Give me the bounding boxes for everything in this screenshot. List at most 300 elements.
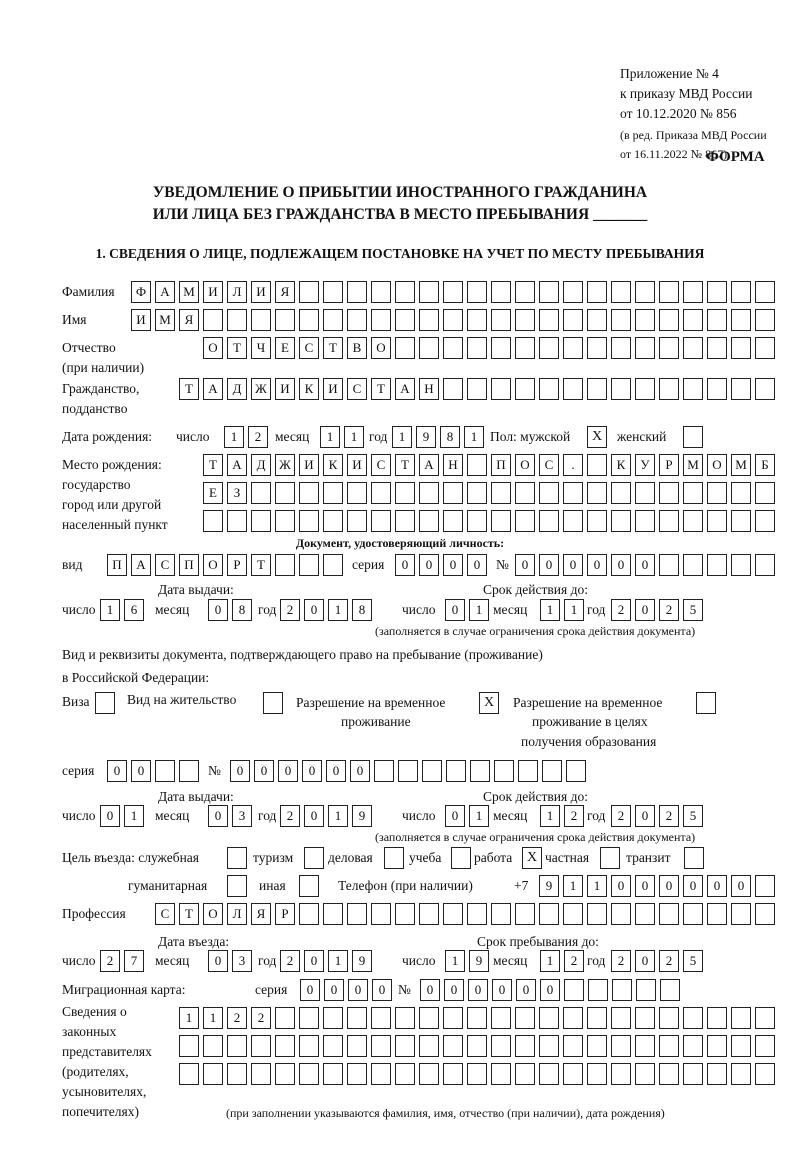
char-cell[interactable] [371,510,391,532]
char-cell[interactable] [515,337,535,359]
char-cell[interactable] [419,337,439,359]
char-cell[interactable] [299,482,319,504]
char-cell[interactable] [395,482,415,504]
char-cell[interactable] [755,510,775,532]
char-cell[interactable] [443,1007,463,1029]
char-cell[interactable] [755,1035,775,1057]
char-cell[interactable]: 0 [467,554,487,576]
char-cell[interactable] [587,1063,607,1085]
char-cell[interactable] [635,482,655,504]
char-cell[interactable] [443,337,463,359]
char-cell[interactable] [707,378,727,400]
char-cell[interactable]: П [179,554,199,576]
char-cell[interactable]: С [539,454,559,476]
char-cell[interactable] [395,1007,415,1029]
char-cell[interactable] [587,309,607,331]
char-cell[interactable] [323,281,343,303]
char-cell[interactable]: П [491,454,511,476]
char-cell[interactable] [275,510,295,532]
char-cell[interactable] [731,378,751,400]
char-cell[interactable] [371,1007,391,1029]
char-cell[interactable]: Т [395,454,415,476]
char-cell[interactable] [635,510,655,532]
char-cell[interactable]: 0 [683,875,703,897]
char-cell[interactable]: 2 [100,950,120,972]
char-cell[interactable] [227,309,247,331]
char-cell[interactable] [611,1063,631,1085]
char-cell[interactable] [587,482,607,504]
char-cell[interactable]: 0 [635,950,655,972]
char-cell[interactable] [659,1035,679,1057]
purpose-study-checkbox[interactable] [451,847,471,869]
purpose-tourism-checkbox[interactable] [304,847,324,869]
char-cell[interactable]: 8 [232,599,252,621]
char-cell[interactable]: 0 [492,979,512,1001]
char-cell[interactable] [563,510,583,532]
char-cell[interactable]: Т [323,337,343,359]
char-cell[interactable]: С [371,454,391,476]
char-cell[interactable]: И [299,454,319,476]
char-cell[interactable]: П [107,554,127,576]
char-cell[interactable] [683,554,703,576]
char-cell[interactable]: 9 [416,426,436,448]
char-cell[interactable] [251,482,271,504]
char-cell[interactable]: 0 [395,554,415,576]
char-cell[interactable] [419,510,439,532]
char-cell[interactable] [635,1035,655,1057]
char-cell[interactable] [422,760,442,782]
char-cell[interactable]: 0 [635,805,655,827]
purpose-transit-checkbox[interactable] [684,847,704,869]
char-cell[interactable] [203,1035,223,1057]
char-cell[interactable] [659,1007,679,1029]
char-cell[interactable]: К [611,454,631,476]
char-cell[interactable] [419,309,439,331]
char-cell[interactable] [467,1063,487,1085]
char-cell[interactable] [659,309,679,331]
char-cell[interactable] [299,554,319,576]
char-cell[interactable] [731,510,751,532]
char-cell[interactable] [419,1063,439,1085]
char-cell[interactable]: 0 [659,875,679,897]
char-cell[interactable] [683,309,703,331]
char-cell[interactable]: С [155,554,175,576]
char-cell[interactable] [275,1035,295,1057]
char-cell[interactable]: 0 [420,979,440,1001]
char-cell[interactable] [323,482,343,504]
char-cell[interactable] [515,378,535,400]
char-cell[interactable] [659,337,679,359]
char-cell[interactable] [419,482,439,504]
char-cell[interactable]: К [299,378,319,400]
char-cell[interactable] [755,554,775,576]
char-cell[interactable] [347,281,367,303]
char-cell[interactable] [587,281,607,303]
char-cell[interactable] [467,309,487,331]
char-cell[interactable] [203,1063,223,1085]
char-cell[interactable] [539,309,559,331]
char-cell[interactable]: Б [755,454,775,476]
char-cell[interactable]: 0 [372,979,392,1001]
char-cell[interactable] [731,337,751,359]
char-cell[interactable] [443,1063,463,1085]
char-cell[interactable] [299,903,319,925]
char-cell[interactable]: 0 [208,805,228,827]
char-cell[interactable] [587,454,607,476]
char-cell[interactable]: Ф [131,281,151,303]
char-cell[interactable]: 1 [564,599,584,621]
char-cell[interactable]: 1 [392,426,412,448]
char-cell[interactable] [395,337,415,359]
char-cell[interactable] [323,1063,343,1085]
char-cell[interactable] [731,554,751,576]
char-cell[interactable] [467,281,487,303]
char-cell[interactable]: 0 [302,760,322,782]
char-cell[interactable]: 0 [587,554,607,576]
char-cell[interactable] [564,979,584,1001]
char-cell[interactable]: Ж [275,454,295,476]
char-cell[interactable] [443,510,463,532]
char-cell[interactable] [419,281,439,303]
char-cell[interactable] [566,760,586,782]
char-cell[interactable]: Ч [251,337,271,359]
char-cell[interactable]: 0 [324,979,344,1001]
char-cell[interactable] [491,903,511,925]
char-cell[interactable] [179,1063,199,1085]
char-cell[interactable] [347,903,367,925]
char-cell[interactable]: 0 [707,875,727,897]
char-cell[interactable]: 2 [251,1007,271,1029]
char-cell[interactable] [515,1007,535,1029]
char-cell[interactable]: А [155,281,175,303]
char-cell[interactable]: 0 [131,760,151,782]
char-cell[interactable] [299,510,319,532]
char-cell[interactable]: 1 [464,426,484,448]
char-cell[interactable]: Т [179,378,199,400]
char-cell[interactable]: 0 [539,554,559,576]
char-cell[interactable] [299,281,319,303]
char-cell[interactable]: 0 [540,979,560,1001]
char-cell[interactable] [563,1007,583,1029]
char-cell[interactable] [707,903,727,925]
char-cell[interactable]: 5 [683,599,703,621]
char-cell[interactable] [299,1063,319,1085]
char-cell[interactable]: 0 [445,805,465,827]
char-cell[interactable] [731,1007,751,1029]
purpose-private-checkbox[interactable] [600,847,620,869]
char-cell[interactable]: 9 [539,875,559,897]
char-cell[interactable] [275,309,295,331]
char-cell[interactable]: 6 [124,599,144,621]
char-cell[interactable] [563,482,583,504]
char-cell[interactable]: 0 [208,950,228,972]
char-cell[interactable]: 2 [659,599,679,621]
char-cell[interactable] [659,554,679,576]
char-cell[interactable]: 1 [179,1007,199,1029]
char-cell[interactable] [371,903,391,925]
char-cell[interactable] [731,482,751,504]
char-cell[interactable] [683,1035,703,1057]
char-cell[interactable] [636,979,656,1001]
char-cell[interactable]: Т [179,903,199,925]
char-cell[interactable] [659,510,679,532]
char-cell[interactable] [731,281,751,303]
char-cell[interactable] [635,378,655,400]
char-cell[interactable] [539,510,559,532]
char-cell[interactable]: 1 [540,599,560,621]
char-cell[interactable]: 1 [587,875,607,897]
char-cell[interactable] [635,337,655,359]
char-cell[interactable] [611,482,631,504]
char-cell[interactable] [635,1007,655,1029]
char-cell[interactable] [443,482,463,504]
char-cell[interactable] [539,1035,559,1057]
char-cell[interactable] [491,1007,511,1029]
char-cell[interactable]: О [707,454,727,476]
char-cell[interactable] [755,337,775,359]
char-cell[interactable] [683,337,703,359]
char-cell[interactable]: 1 [469,805,489,827]
char-cell[interactable] [611,1035,631,1057]
char-cell[interactable] [395,903,415,925]
char-cell[interactable]: В [347,337,367,359]
char-cell[interactable] [563,337,583,359]
temporary-residence-checkbox[interactable]: X [479,692,499,714]
char-cell[interactable] [179,1035,199,1057]
char-cell[interactable] [374,760,394,782]
char-cell[interactable] [347,309,367,331]
purpose-official-checkbox[interactable] [227,847,247,869]
char-cell[interactable]: 3 [232,805,252,827]
char-cell[interactable]: С [347,378,367,400]
char-cell[interactable]: Р [659,454,679,476]
char-cell[interactable] [227,1063,247,1085]
char-cell[interactable]: 8 [352,599,372,621]
char-cell[interactable] [323,309,343,331]
char-cell[interactable]: 0 [100,805,120,827]
char-cell[interactable]: Д [251,454,271,476]
char-cell[interactable] [398,760,418,782]
purpose-business-checkbox[interactable] [384,847,404,869]
char-cell[interactable] [659,903,679,925]
char-cell[interactable] [518,760,538,782]
char-cell[interactable] [299,1007,319,1029]
char-cell[interactable]: Л [227,281,247,303]
char-cell[interactable]: Н [419,378,439,400]
char-cell[interactable]: 0 [304,599,324,621]
char-cell[interactable] [203,309,223,331]
char-cell[interactable] [491,337,511,359]
char-cell[interactable] [611,309,631,331]
char-cell[interactable] [467,1007,487,1029]
char-cell[interactable] [347,510,367,532]
char-cell[interactable] [323,1007,343,1029]
char-cell[interactable] [419,1007,439,1029]
char-cell[interactable] [299,1035,319,1057]
char-cell[interactable] [395,1063,415,1085]
char-cell[interactable] [731,1035,751,1057]
char-cell[interactable] [611,903,631,925]
char-cell[interactable]: 0 [731,875,751,897]
char-cell[interactable] [515,1035,535,1057]
char-cell[interactable] [443,281,463,303]
char-cell[interactable] [587,1007,607,1029]
char-cell[interactable] [467,482,487,504]
char-cell[interactable] [611,510,631,532]
char-cell[interactable]: 2 [659,805,679,827]
char-cell[interactable]: 5 [683,950,703,972]
char-cell[interactable] [707,1007,727,1029]
char-cell[interactable] [347,482,367,504]
char-cell[interactable] [563,903,583,925]
char-cell[interactable] [227,510,247,532]
char-cell[interactable]: И [251,281,271,303]
char-cell[interactable]: И [323,378,343,400]
char-cell[interactable]: 0 [350,760,370,782]
char-cell[interactable]: 5 [683,805,703,827]
char-cell[interactable]: И [203,281,223,303]
char-cell[interactable] [515,1063,535,1085]
char-cell[interactable]: 0 [254,760,274,782]
char-cell[interactable]: 1 [328,805,348,827]
char-cell[interactable]: К [323,454,343,476]
char-cell[interactable]: 0 [563,554,583,576]
char-cell[interactable] [227,1035,247,1057]
char-cell[interactable] [347,1035,367,1057]
char-cell[interactable] [587,510,607,532]
char-cell[interactable] [755,482,775,504]
char-cell[interactable]: 2 [611,950,631,972]
char-cell[interactable]: М [179,281,199,303]
char-cell[interactable] [251,1035,271,1057]
char-cell[interactable] [755,378,775,400]
char-cell[interactable]: У [635,454,655,476]
char-cell[interactable] [467,378,487,400]
char-cell[interactable]: 0 [208,599,228,621]
char-cell[interactable] [588,979,608,1001]
char-cell[interactable]: 1 [224,426,244,448]
char-cell[interactable] [587,1035,607,1057]
char-cell[interactable] [467,903,487,925]
char-cell[interactable] [515,281,535,303]
char-cell[interactable] [755,875,775,897]
char-cell[interactable] [491,1063,511,1085]
char-cell[interactable]: А [395,378,415,400]
char-cell[interactable]: 1 [445,950,465,972]
char-cell[interactable]: Р [227,554,247,576]
char-cell[interactable] [155,760,175,782]
char-cell[interactable] [467,454,487,476]
char-cell[interactable] [755,309,775,331]
char-cell[interactable] [443,378,463,400]
char-cell[interactable] [539,903,559,925]
char-cell[interactable] [467,1035,487,1057]
char-cell[interactable] [659,1063,679,1085]
char-cell[interactable] [587,378,607,400]
char-cell[interactable] [395,309,415,331]
char-cell[interactable] [347,1007,367,1029]
char-cell[interactable]: О [515,454,535,476]
char-cell[interactable]: 0 [304,805,324,827]
char-cell[interactable] [395,281,415,303]
char-cell[interactable] [347,1063,367,1085]
visa-checkbox[interactable] [95,692,115,714]
female-checkbox[interactable] [683,426,703,448]
char-cell[interactable]: 0 [516,979,536,1001]
char-cell[interactable] [371,309,391,331]
char-cell[interactable]: 0 [348,979,368,1001]
char-cell[interactable]: 1 [203,1007,223,1029]
char-cell[interactable]: 0 [468,979,488,1001]
char-cell[interactable]: 1 [563,875,583,897]
char-cell[interactable] [755,1007,775,1029]
char-cell[interactable] [443,1035,463,1057]
char-cell[interactable]: 0 [445,599,465,621]
char-cell[interactable] [587,903,607,925]
char-cell[interactable] [683,510,703,532]
char-cell[interactable] [491,482,511,504]
char-cell[interactable]: 9 [469,950,489,972]
char-cell[interactable]: 2 [280,950,300,972]
char-cell[interactable] [611,281,631,303]
char-cell[interactable] [515,903,535,925]
char-cell[interactable]: 0 [107,760,127,782]
char-cell[interactable]: 2 [564,805,584,827]
purpose-humanitarian-checkbox[interactable] [227,875,247,897]
char-cell[interactable]: О [203,337,223,359]
char-cell[interactable]: 1 [540,950,560,972]
char-cell[interactable] [755,903,775,925]
char-cell[interactable]: 2 [227,1007,247,1029]
char-cell[interactable] [635,903,655,925]
char-cell[interactable] [660,979,680,1001]
char-cell[interactable] [179,760,199,782]
char-cell[interactable]: 1 [124,805,144,827]
char-cell[interactable] [491,510,511,532]
char-cell[interactable]: Е [275,337,295,359]
char-cell[interactable] [635,309,655,331]
char-cell[interactable] [395,510,415,532]
char-cell[interactable]: Я [179,309,199,331]
purpose-other-checkbox[interactable] [299,875,319,897]
char-cell[interactable]: 2 [280,805,300,827]
char-cell[interactable] [563,1063,583,1085]
char-cell[interactable] [635,1063,655,1085]
char-cell[interactable] [515,482,535,504]
char-cell[interactable]: 1 [344,426,364,448]
char-cell[interactable]: 2 [659,950,679,972]
char-cell[interactable] [542,760,562,782]
char-cell[interactable]: 0 [304,950,324,972]
char-cell[interactable]: 9 [352,805,372,827]
char-cell[interactable] [323,554,343,576]
char-cell[interactable]: 8 [440,426,460,448]
char-cell[interactable]: 2 [248,426,268,448]
char-cell[interactable] [299,309,319,331]
residence-permit-checkbox[interactable] [263,692,283,714]
char-cell[interactable] [707,281,727,303]
char-cell[interactable] [275,1007,295,1029]
char-cell[interactable] [539,378,559,400]
char-cell[interactable]: 2 [280,599,300,621]
char-cell[interactable]: Ж [251,378,271,400]
char-cell[interactable] [635,281,655,303]
char-cell[interactable] [707,1035,727,1057]
char-cell[interactable] [251,309,271,331]
char-cell[interactable]: 0 [444,979,464,1001]
char-cell[interactable] [467,510,487,532]
char-cell[interactable] [563,281,583,303]
